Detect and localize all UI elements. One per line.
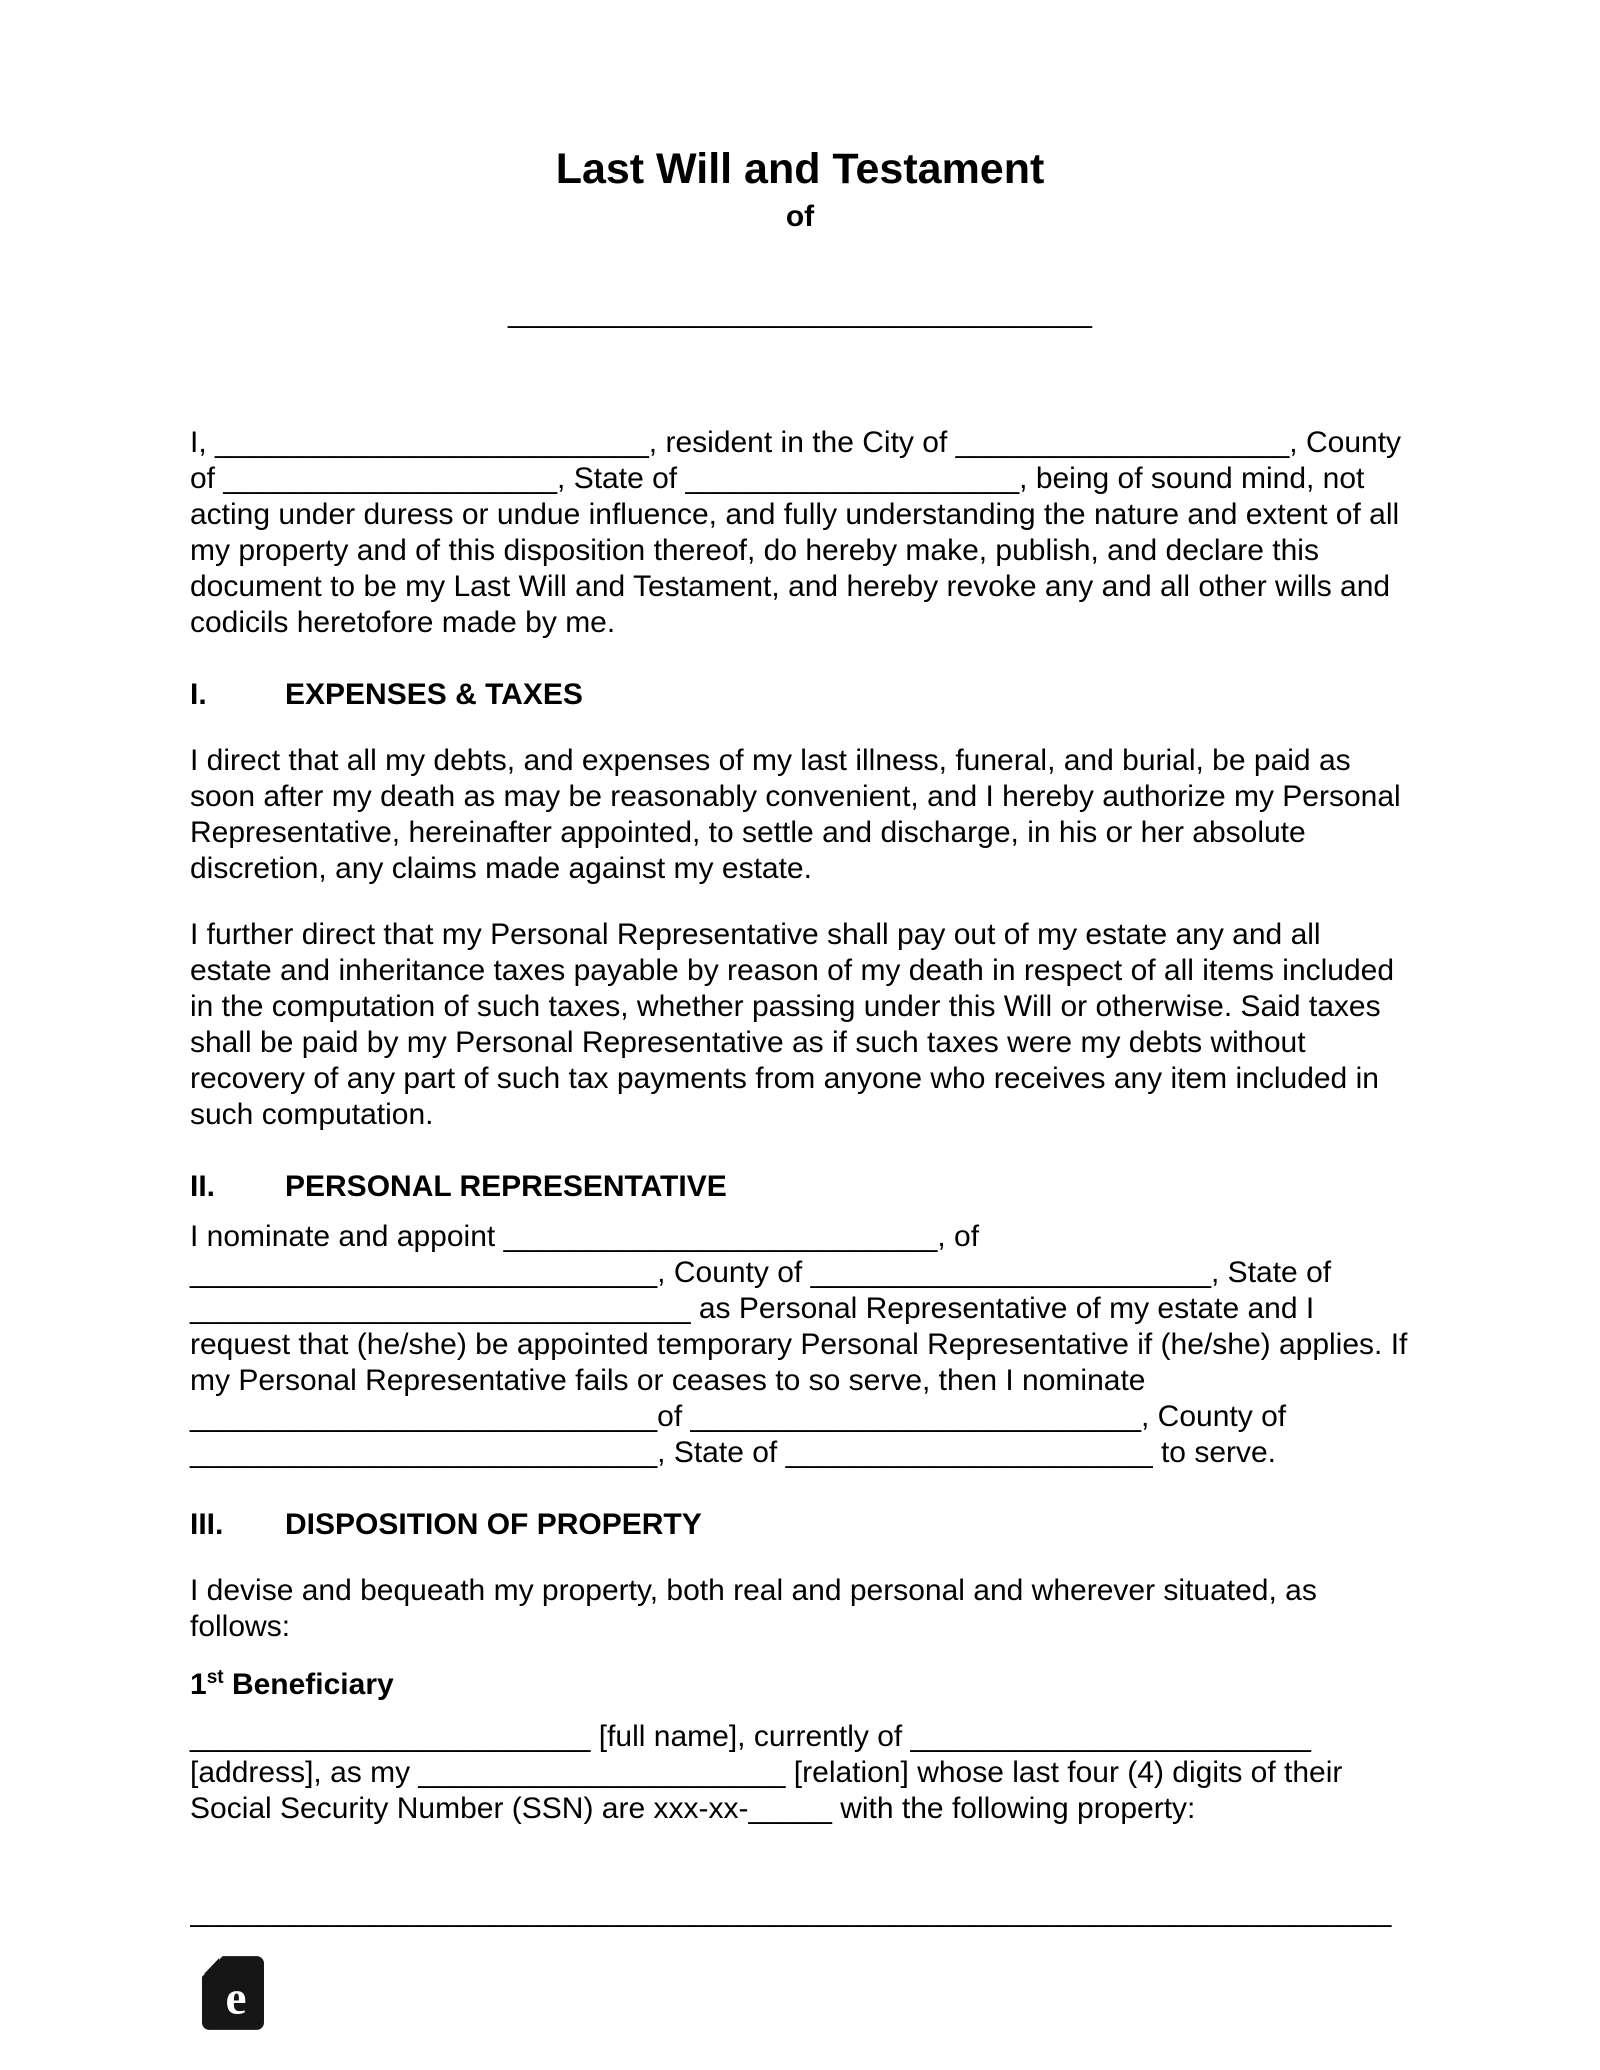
beneficiary-ordinal: st (206, 1667, 224, 1688)
expenses-paragraph-1: I direct that all my debts, and expenses of my last illness, funeral, and burial, be paid as soon after my death as may be reasonably convenient, and I hereby authorize my Personal Representative, hereinafter appointed, to settle and discharge, in his or her absolute discretion, any claims made against my estate. (190, 744, 1401, 885)
beneficiary-paragraph: ________________________ [full name], currently of ________________________ [address], as my ______________________ [relation] whose last four (4) digits of their Social Security Number (SSN) are xxx-xx-_____ with the following property: (190, 1720, 1343, 1825)
section-heading-disposition-of-property (190, 1507, 1410, 1543)
eforms-logo-letter: e (225, 1972, 247, 2025)
eforms-logo-fold-corner (204, 1958, 219, 1974)
disposition-paragraph: I devise and bequeath my property, both real and personal and wherever situated, as follows: (190, 1574, 1317, 1643)
document-title: Last Will and Testament (555, 145, 1045, 193)
beneficiary-label: Beneficiary (231, 1668, 394, 1701)
document-subtitle: of (785, 200, 815, 233)
testator-name-blank-line: ___________________________________ (508, 296, 1092, 329)
first-beneficiary-block (190, 1667, 1410, 1827)
section-number: III. (190, 1508, 224, 1541)
eforms-logo (202, 1956, 264, 2030)
section-personal-representative (190, 1169, 1410, 1471)
section-number: I. (190, 678, 207, 711)
section-expenses-and-taxes (190, 677, 1410, 1133)
property-blank-rule: ________________________________________________________________________ (190, 1895, 1392, 1928)
section-number: II. (190, 1170, 216, 1203)
section-title: PERSONAL REPRESENTATIVE (285, 1170, 727, 1203)
section-title: EXPENSES & TAXES (285, 678, 583, 711)
section-heading-expenses-taxes (190, 677, 1410, 713)
document-footer (190, 1894, 1410, 2030)
section-heading-personal-representative (190, 1169, 1410, 1205)
eforms-logo-icon (202, 1956, 264, 2030)
section-title: DISPOSITION OF PROPERTY (285, 1508, 702, 1541)
personal-representative-paragraph: I nominate and appoint __________________________, of ____________________________, County of ________________________, State of ______________________________ as Personal Representative of my estate and I request that (he/she) be appointed temporary Personal Representative if (he/she) applies. If my Personal Representative fails or ceases to so serve, then I nominate ____________________________of ___________________________, County of ____________________________, State of ______________________ to serve. (190, 1220, 1408, 1469)
opening-declaration-paragraph: I, __________________________, resident in the City of ____________________, County of ____________________, State of ____________________, being of sound mind, not acting under duress or undue influence, and fully understanding the nature and extent of all my property and of this disposition thereof, do hereby make, publish, and declare this document to be my Last Will and Testament, and hereby revoke any and all other wills and codicils heretofore made by me. (190, 426, 1402, 639)
section-disposition-of-property (190, 1507, 1410, 1645)
beneficiary-number: 1 (190, 1668, 207, 1701)
document-header (190, 145, 1410, 331)
beneficiary-heading (190, 1667, 1410, 1703)
expenses-paragraph-2: I further direct that my Personal Representative shall pay out of my estate any and all estate and inheritance taxes payable by reason of my death in respect of all items included in the computation of such taxes, whether passing under this Will or otherwise. Said taxes shall be paid by my Personal Representative as if such taxes were my debts without recovery of any part of such tax payments from anyone who receives any item included in such computation. (190, 918, 1395, 1131)
